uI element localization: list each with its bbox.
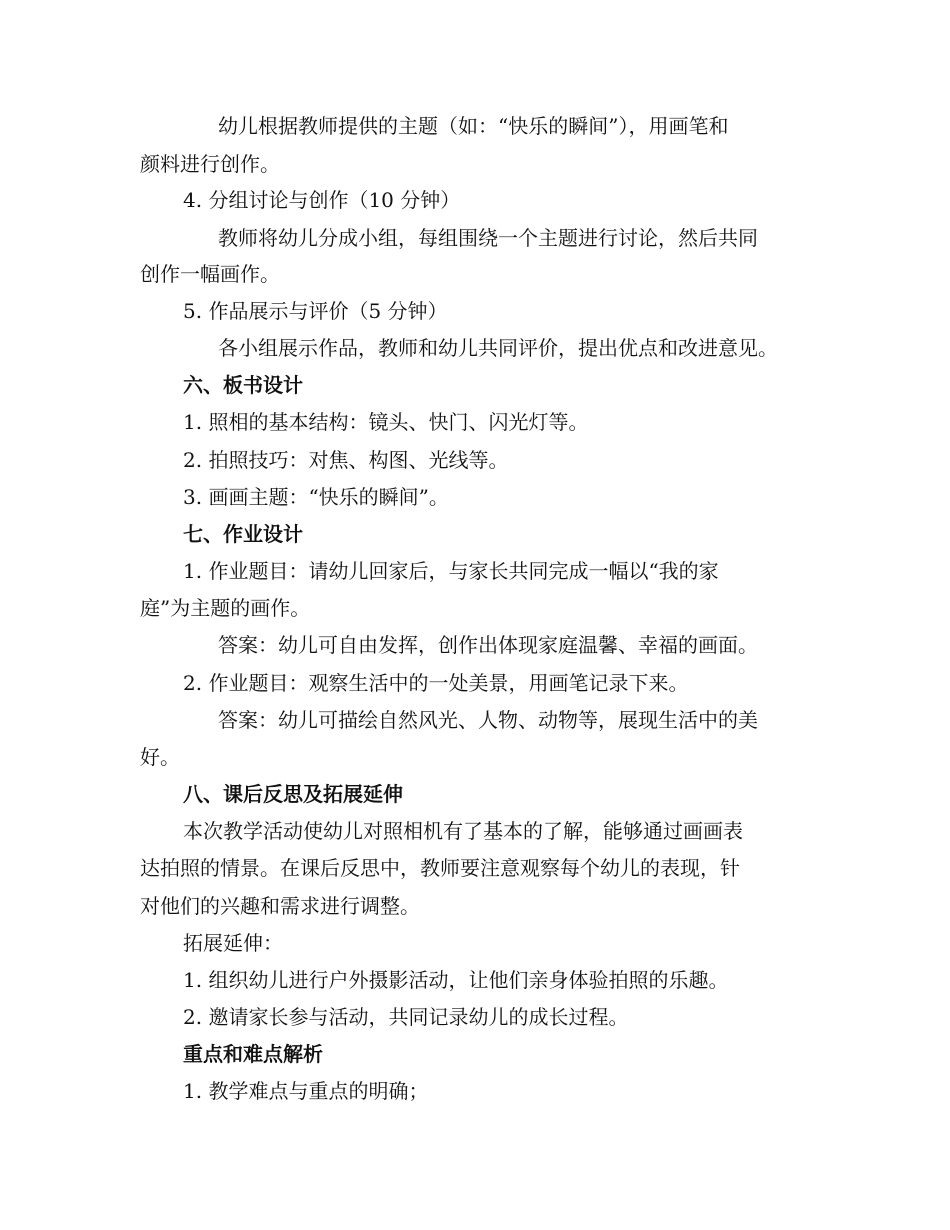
list-item: 1. 照相的基本结构：镜头、快门、闪光灯等。: [183, 410, 589, 434]
list-item: 3. 画画主题：“快乐的瞬间”。: [183, 485, 449, 509]
answer-line: 答案：幼儿可描绘自然风光、人物、动物等，展现生活中的美: [218, 708, 758, 732]
list-item: 1. 组织幼儿进行户外摄影活动，让他们亲身体验拍照的乐趣。: [183, 968, 729, 992]
paragraph-line: 幼儿根据教师提供的主题（如：“快乐的瞬间”），用画笔和: [218, 114, 729, 138]
paragraph-line: 达拍照的情景。在课后反思中，教师要注意观察每个幼儿的表现，针: [140, 856, 740, 880]
paragraph-line: 颜料进行创作。: [140, 152, 280, 176]
paragraph-line: 创作一幅画作。: [140, 262, 280, 286]
list-item-heading: 5. 作品展示与评价（5 分钟）: [183, 299, 448, 323]
paragraph-line: 各小组展示作品，教师和幼儿共同评价，提出优点和改进意见。: [218, 336, 778, 360]
list-item: 1. 教学难点与重点的明确；: [183, 1079, 429, 1103]
list-item: 2. 邀请家长参与活动，共同记录幼儿的成长过程。: [183, 1005, 629, 1029]
list-item: 2. 拍照技巧：对焦、构图、光线等。: [183, 448, 509, 472]
section-heading: 六、板书设计: [183, 373, 303, 397]
paragraph-line: 好。: [140, 745, 180, 769]
list-item-heading: 4. 分组讨论与创作（10 分钟）: [183, 188, 461, 212]
paragraph-line: 教师将幼儿分成小组，每组围绕一个主题进行讨论，然后共同: [218, 226, 758, 250]
list-item: 2. 作业题目：观察生活中的一处美景，用画笔记录下来。: [183, 671, 689, 695]
section-heading: 八、课后反思及拓展延伸: [183, 782, 403, 806]
section-heading: 七、作业设计: [183, 522, 303, 546]
list-item: 1. 作业题目：请幼儿回家后，与家长共同完成一幅以“我的家: [183, 559, 719, 583]
answer-line: 答案：幼儿可自由发挥，创作出体现家庭温馨、幸福的画面。: [218, 633, 758, 657]
section-heading: 重点和难点解析: [183, 1042, 323, 1066]
paragraph-line: 本次教学活动使幼儿对照相机有了基本的了解，能够通过画画表: [183, 819, 743, 843]
paragraph-line: 对他们的兴趣和需求进行调整。: [140, 894, 420, 918]
paragraph-line: 庭”为主题的画作。: [140, 596, 311, 620]
paragraph-line: 拓展延伸：: [183, 931, 283, 955]
